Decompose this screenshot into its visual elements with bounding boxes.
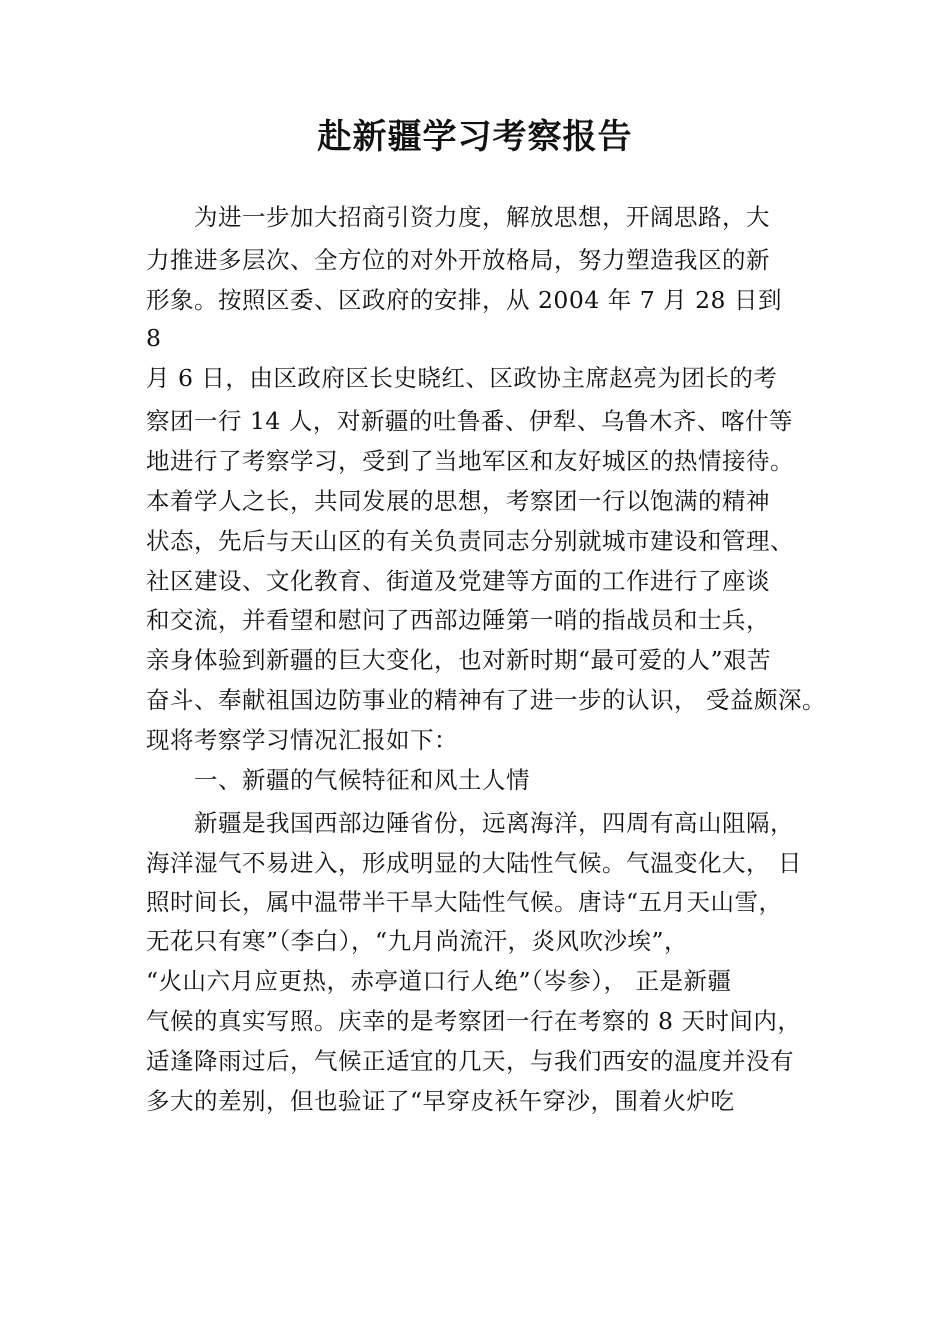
document-title: 赴新疆学习考察报告 [317,117,633,157]
section-heading: 一、新疆的气候特征和风土人情 [146,766,530,794]
body-line: 新疆是我国西部边陲省份，远离海洋，四周有高山阻隔， [146,809,794,837]
body-line: 状态，先后与天山区的有关负责同志分别就城市建设和管理、 [146,527,794,555]
body-line: 力推进多层次、全方位的对外开放格局，努力塑造我区的新 [146,246,770,274]
body-line: “火山六月应更热，赤亭道口行人绝”（岑参）， 正是新疆 [146,967,732,995]
body-line: 本着学人之长，共同发展的思想，考察团一行以饱满的精神 [146,487,770,515]
body-line: 和交流，并看望和慰问了西部边陲第一哨的指战员和士兵， [146,606,770,634]
body-line: 现将考察学习情况汇报如下： [146,726,458,754]
body-line: 月 6 日，由区政府区长史晓红、区政协主席赵亮为团长的考 [146,364,778,392]
body-line: 气候的真实写照。庆幸的是考察团一行在考察的 8 天时间内， [146,1007,802,1035]
body-line: 照时间长，属中温带半干旱大陆性气候。唐诗“五月天山雪， [146,888,783,916]
body-line: 适逢降雨过后，气候正适宜的几天，与我们西安的温度并没有 [146,1047,794,1075]
body-line: 社区建设、文化教育、街道及党建等方面的工作进行了座谈 [146,567,770,595]
body-line: 无花只有寒”（李白），“九月尚流汗，炎风吹沙埃”， [146,927,689,955]
body-line: 海洋湿气不易进入，形成明显的大陆性气候。气温变化大， 日 [146,849,802,877]
body-line: 察团一行 14 人，对新疆的吐鲁番、伊犁、乌鲁木齐、喀什等 [146,407,793,435]
body-line: 亲身体验到新疆的巨大变化，也对新时期“最可爱的人”艰苦 [146,646,772,674]
body-line: 为进一步加大招商引资力度，解放思想，开阔思路，大 [146,203,770,231]
body-line: 奋斗、奉献祖国边防事业的精神有了进一步的认识， 受益颇深。 [146,686,826,714]
body-line: 形象。按照区委、区政府的安排，从 2004 年 7 月 28 日到 [146,286,782,314]
body-line: 8 [146,324,162,352]
body-line: 地进行了考察学习，受到了当地军区和友好城区的热情接待。 [146,447,794,475]
body-line: 多大的差别，但也验证了“早穿皮袄午穿沙，围着火炉吃 [146,1087,735,1115]
